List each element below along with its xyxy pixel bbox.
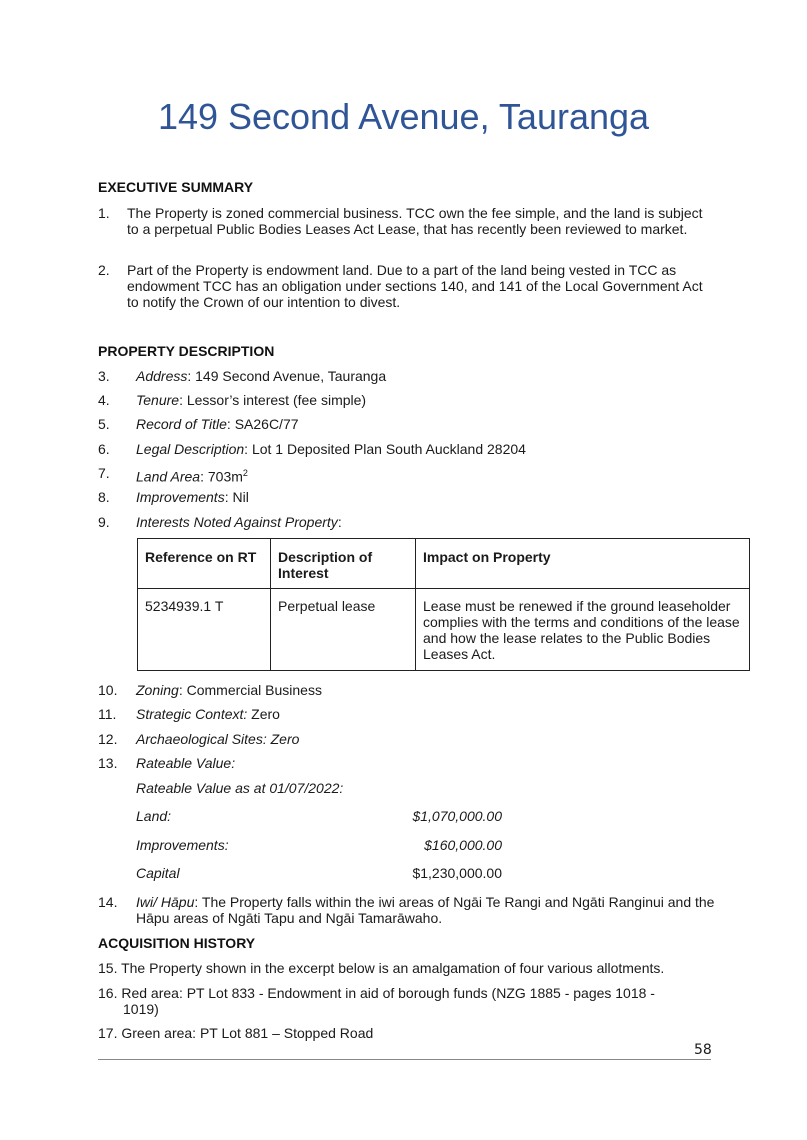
rateable-land-value: $1,070,000.00 <box>412 808 502 824</box>
property-item-archaeological-sites <box>98 731 718 747</box>
summary-item-text: Part of the Property is endowment land. Due to a part of the land being vested in TCC as endowment TCC has an obligation under sections 140, and 141 of the Local Government Act to notify the Crown of our intention to divest. <box>127 262 703 310</box>
acquisition-item-text: 15. The Property shown in the excerpt below is an amalgamation of four various allotments. <box>98 960 665 976</box>
item-label: Strategic Context: <box>136 706 248 722</box>
rateable-capital-value: $1,230,000.00 <box>412 865 502 881</box>
acquisition-item-text: 17. Green area: PT Lot 881 – Stopped Road <box>98 1025 374 1041</box>
acquisition-item <box>98 985 668 1017</box>
property-item-zoning <box>98 682 718 698</box>
property-item-tenure <box>98 392 718 408</box>
item-label: Rateable Value: <box>136 755 236 771</box>
property-item-address <box>98 368 718 384</box>
item-label: Improvements <box>136 489 225 505</box>
superscript: 2 <box>242 468 248 478</box>
property-item-land-area <box>98 465 718 485</box>
property-item-strategic-context <box>98 706 718 722</box>
item-number: 4. <box>98 392 110 408</box>
item-label: Iwi/ Hāpu <box>136 894 195 910</box>
item-number: 14. <box>98 894 118 910</box>
table-row <box>138 589 750 671</box>
acquisition-history-heading: ACQUISITION HISTORY <box>98 935 256 951</box>
rateable-as-at: Rateable Value as at 01/07/2022: <box>136 780 344 796</box>
summary-item-number: 1. <box>98 205 110 221</box>
table-cell: 5234939.1 T <box>138 589 271 671</box>
item-value: Zero <box>247 706 280 722</box>
item-value: : Lessor’s interest (fee simple) <box>179 392 367 408</box>
property-item-improvements <box>98 489 718 505</box>
table-cell: Perpetual lease <box>271 589 416 671</box>
item-number: 8. <box>98 489 110 505</box>
item-label: Zoning <box>136 682 179 698</box>
property-item-interests <box>98 514 718 530</box>
acquisition-item <box>98 1025 698 1041</box>
item-number: 13. <box>98 755 118 771</box>
item-label: Land Area <box>136 468 201 485</box>
table-cell: Lease must be renewed if the ground leaseholder complies with the terms and conditions of the lease and how the lease relates to the Public Bodies Leases Act. <box>416 589 750 671</box>
property-item-record-of-title <box>98 416 718 432</box>
item-label: Legal Description <box>136 441 245 457</box>
item-value: : Lot 1 Deposited Plan South Auckland 28204 <box>244 441 526 457</box>
item-label: Record of Title <box>136 416 227 432</box>
item-value: : <box>337 514 342 530</box>
page-title: 149 Second Avenue, Tauranga <box>157 96 650 137</box>
summary-item-2 <box>98 262 718 310</box>
executive-summary-heading: EXECUTIVE SUMMARY <box>98 179 254 195</box>
property-description-heading: PROPERTY DESCRIPTION <box>98 343 275 359</box>
page-number: 58 <box>694 1042 712 1058</box>
interests-table <box>137 538 750 671</box>
table-header: Impact on Property <box>416 539 750 589</box>
item-value: : The Property falls within the iwi areas of Ngāi Te Rangi and Ngāti Ranginui and the Hāpu areas of Ngāti Tapu and Ngāi Tamarāwaho. <box>136 894 715 926</box>
property-item-iwi-hapu <box>98 894 718 926</box>
summary-item-text: The Property is zoned commercial business. TCC own the fee simple, and the land is subject to a perpetual Public Bodies Leases Act Lease, that has recently been reviewed to market. <box>127 205 703 237</box>
acquisition-item-text: 16. Red area: PT Lot 833 - Endowment in aid of borough funds (NZG 1885 - pages 1018 - 1019) <box>98 985 655 1017</box>
item-number: 3. <box>98 368 110 384</box>
item-number: 11. <box>98 706 117 722</box>
item-value: : Nil <box>224 489 249 505</box>
table-header-row <box>138 539 750 589</box>
item-value: : 703m <box>200 468 243 485</box>
item-number: 7. <box>98 465 110 481</box>
item-number: 5. <box>98 416 110 432</box>
item-label: Tenure <box>136 392 180 408</box>
footer-divider <box>98 1059 711 1060</box>
rateable-improvements-label: Improvements: <box>136 837 229 853</box>
item-label: Address <box>136 368 188 384</box>
item-value: : 149 Second Avenue, Tauranga <box>187 368 387 384</box>
item-number: 6. <box>98 441 110 457</box>
summary-item-number: 2. <box>98 262 110 278</box>
property-item-legal-description <box>98 441 718 457</box>
table-header: Description of Interest <box>271 539 416 589</box>
table-header: Reference on RT <box>138 539 271 589</box>
item-number: 10. <box>98 682 118 698</box>
item-number: 9. <box>98 514 110 530</box>
item-label: Interests Noted Against Property <box>136 514 338 530</box>
acquisition-item <box>98 960 698 976</box>
summary-item-1 <box>98 205 718 237</box>
rateable-land-label: Land: <box>136 808 172 824</box>
item-value: : SA26C/77 <box>226 416 299 432</box>
rateable-improvements-value: $160,000.00 <box>424 837 502 853</box>
property-item-rateable-value <box>98 755 718 771</box>
rateable-capital-label: Capital <box>136 865 180 881</box>
item-number: 12. <box>98 731 118 747</box>
item-value: : Commercial Business <box>178 682 322 698</box>
item-label: Archaeological Sites: Zero <box>136 731 300 747</box>
